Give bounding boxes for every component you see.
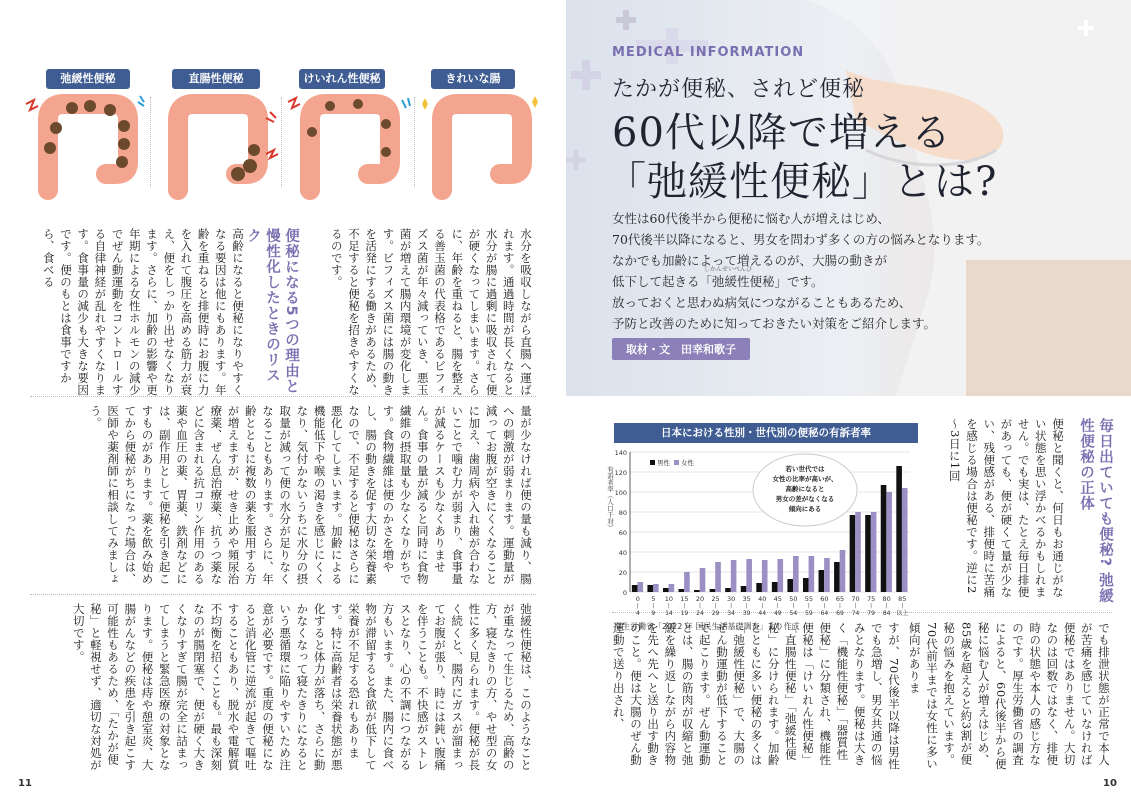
y-tick-label: 40 [618, 549, 627, 557]
ruby-annotation: しかんせいべんぴ [704, 266, 753, 273]
bar-female [715, 562, 721, 592]
bar-female [824, 558, 830, 592]
bar-male [756, 583, 762, 592]
x-tick-label: 4 [635, 610, 640, 617]
chart-title: 日本における性別・世代別の便秘の有訴者率 [614, 423, 918, 443]
bar-female [684, 572, 690, 592]
lead-line: 70代後半以降になると、男女を問わず多くの方の悩みとなります。 [612, 232, 990, 247]
x-tick-label: | [699, 603, 701, 609]
annotation-text: 男女の差がなくなる [775, 495, 835, 503]
page-number: 10 [1103, 778, 1117, 789]
x-tick-label: | [652, 603, 655, 609]
colon-icon [178, 104, 278, 190]
intestine-illustrations [20, 92, 550, 192]
x-tick-label: 60 [820, 595, 829, 603]
x-tick-label: 39 [742, 610, 751, 617]
x-tick-label: 30 [726, 595, 736, 603]
y-tick-label: 60 [618, 529, 627, 537]
x-tick-label: | [839, 603, 841, 609]
x-tick-label: | [683, 603, 686, 609]
body-text: でも排泄状態が正常で本人が苦痛を感じていなければ便秘ではありません。大切なのは回数ではなく、排便時の状態や本人の感じ方なのです。厚生労働省の調査によると、60代後半から便秘に悩む人が増えはじめ、85歳を超えると約3割が便秘の悩みを抱えています。70代前半までは女性に多い傾向がありま [907, 622, 1111, 770]
body-text: 高齢になると便秘になりやすくなる要因は他にもあります。年齢を重ねると排便時にお腹に力を入れて腹圧を高める筋力が衰え、便をしっかり出せなくなります。さらに、加齢の影響や更年期による女性ホルモンの減少でぜん動運動をコントロールする自律神経が乱れやすくなります。食事量の減少も大きな要因です。便のもとは食事ですから、食べる [41, 228, 245, 396]
x-tick-label: 5 [651, 595, 656, 603]
bar-female [855, 512, 861, 592]
bar-female [746, 559, 752, 592]
bar-female [653, 584, 659, 592]
legend-label: 女性 [681, 459, 694, 467]
x-tick-label: | [636, 603, 639, 609]
label-spastic: けいれん性便秘 [299, 69, 385, 89]
headline-main-2: 「弛緩性便秘」とは? [606, 159, 998, 205]
bar-female [840, 550, 846, 592]
x-tick-label: 75 [866, 595, 876, 603]
x-tick-label: 79 [867, 610, 875, 617]
annotation-text: 傾向にある [788, 505, 822, 513]
x-tick-label: | [668, 603, 670, 609]
x-tick-label: | [901, 603, 904, 609]
x-tick-label: 70 [851, 595, 860, 603]
bar-female [637, 582, 643, 592]
y-tick-label: 100 [614, 489, 627, 497]
y-tick-label: 20 [618, 569, 627, 577]
y-axis-label: 有訴者率（人口千対） [606, 466, 614, 531]
x-tick-label: 59 [805, 610, 813, 617]
bar-male [787, 579, 793, 592]
bar-female [700, 568, 706, 592]
bar-female [809, 556, 815, 592]
x-tick-label: 50 [789, 595, 798, 603]
x-tick-label: 19 [680, 610, 689, 617]
x-tick-label: | [714, 603, 717, 609]
divider [150, 97, 152, 187]
y-tick-label: 80 [618, 509, 627, 517]
bar-male [647, 585, 653, 592]
x-tick-label: 74 [851, 610, 860, 617]
x-tick-label: | [854, 603, 857, 609]
lead-paragraph [612, 208, 1012, 334]
x-tick-label: 40 [758, 595, 767, 603]
x-tick-label: 84 [882, 610, 891, 617]
lead-line: 女性は60代後半から便秘に悩む人が増えはじめ、 [612, 211, 890, 226]
x-tick-label: 25 [711, 595, 720, 603]
x-tick-label: 24 [696, 610, 704, 617]
x-tick-label: | [776, 603, 779, 609]
bar-male [819, 570, 825, 592]
x-tick-label: | [745, 603, 748, 609]
body-text: すが、70代後半以降は男性でも急増し、男女共通の悩みとなります。便秘は大きく「機能性便秘」「器質性便秘」に分類され、機能性便秘は「けいれん性便秘」「直腸性便秘」「弛緩性便秘」に分けられます。加齢とともに多い便秘の多くは「弛緩性便秘」で、大腸のぜん動運動が低下することで起こります。ぜん動運動とは、腸の筋肉が収縮と弛緩を繰り返しながら内容物を先へ先へと送り出す動きのこと。便は大腸のぜん動運動で送り出され、 [611, 622, 901, 770]
bar-male [663, 588, 669, 592]
label-atonic: 弛緩性便秘 [46, 69, 130, 89]
x-tick-label: | [730, 603, 732, 609]
x-tick-label: | [761, 603, 764, 609]
body-text: 弛緩性便秘は、このようなことが重なって生じるため、高齢の方、寝たきりの方、やせ型の女性に多く見られます。便秘が長く続くと、腸内にガスが溜まってお腹が張り、時には鈍い腹痛を伴うことも。不快感がストレスとなり、心の不調につながる方もいます。また、腸内に食べ物が滞留すると食欲が低下して栄養が不足する恐れもあります。特に高齢者は栄養状態が悪化すると体力が落ち、さらに動かなくなって寝たきりになるという悪循環に陥りやすいため注意が必要です。重度の便秘になると消化管に逆流が起きて嘔吐することもあり、脱水や電解質不均衡を招くことも。最も深刻なのが腸閉塞で、便が硬く大きくなりすぎて腸が完全に詰まってしまうと緊急医療の対象となります。便秘は痔や憩室炎、大腸がんなどの疾患を引き起こす可能性もあるため、「たかが便秘」と軽視せず、適切な対処が大切です。 [71, 603, 533, 771]
x-tick-label: 15 [680, 595, 689, 603]
divider [414, 97, 416, 187]
x-tick-label: 80 [882, 595, 891, 603]
x-tick-label: | [808, 603, 810, 609]
constipation-rate-chart [600, 446, 918, 618]
x-tick-label: 35 [742, 595, 751, 603]
x-tick-label: 69 [836, 610, 844, 617]
body-text: 量が少なければ便の量も減り、腸への刺激が弱まります。運動量が減ってお腹が空きにくくなることに加え、歯周病や入れ歯が合わないことで噛む力が弱まり、食事量が減るケースも少なくありません。食事の量が減ると同時に食物繊維の摂取量も少なくなりがちです。食物繊維は便のかさを増やし、腸の動きを促す大切な栄養素なので、不足すると便秘はさらに悪化してしまいます。加齢による機能低下や喉の渇きを感じにくくなり、気付かないうちに水分の摂取量が減って便の水分が足りなくなることもあります。さらに、年齢とともに複数の薬を服用する方が増えますが、せき止めや頻尿治療薬、ぜん息治療薬、抗うつ薬などに含まれる抗コリン作用のある薬や血圧の薬、胃薬、鉄剤などには、副作用として便秘を引き起こすものがあります。薬を飲み始めてから便秘がちになった場合は、医師や薬剤師に相談してみましょう。 [88, 405, 533, 585]
legend-swatch-male [650, 460, 655, 465]
lead-line: なかでも加齢によって増えるのが、大腸の動きが [612, 253, 888, 268]
bar-female [902, 488, 908, 592]
chart-source: 厚生労働省「2022 年 国民生活基礎調査」より作成 [614, 622, 800, 631]
body-text: 水分を吸収しながら直腸へ運ばれます。通過時間が長くなると水分が腸に過剰に吸収されて便が硬くなってしまいます。さらに、年齢を重ねると、腸を整える善玉菌の代表格であるビフィズス菌が年々減っていき、悪玉菌が増えて腸内環境が変化します。ビフィズス菌には腸の動きを活発にする働きがあるため、不足すると便秘を招きやすくなるのです。 [329, 228, 533, 396]
bar-male [850, 515, 856, 592]
y-tick-label: 120 [614, 469, 627, 477]
lead-line: 放っておくと思わぬ病気につながることもあるため、 [612, 295, 912, 310]
headline-kicker: たかが便秘、されど便秘 [612, 77, 866, 102]
y-tick-label: 140 [614, 449, 627, 457]
x-tick-label: 9 [651, 610, 656, 617]
y-tick-label: 0 [622, 589, 627, 597]
bar-male [896, 466, 902, 592]
byline: 取材・文 田幸和歌子 [612, 338, 750, 360]
x-tick-label: 10 [664, 595, 674, 603]
label-rectal: 直腸性便秘 [172, 69, 260, 89]
colon-icon [288, 98, 410, 190]
annotation-text: 若い世代では [785, 465, 825, 473]
lead-line: 低下して起きる「弛緩性便秘」です。 [612, 274, 824, 289]
bar-female [886, 492, 892, 592]
bar-male [741, 586, 747, 592]
x-tick-label: | [870, 603, 872, 609]
bar-male [865, 515, 871, 592]
colon-icon [26, 96, 144, 190]
bar-female [731, 560, 737, 592]
section-heading: 毎日出ていても便秘? 弛緩性便秘の正体 [1078, 418, 1113, 604]
x-tick-label: 20 [695, 595, 705, 603]
x-tick-label: 0 [635, 595, 640, 603]
x-tick-label: 54 [789, 610, 798, 617]
label-clean: きれいな腸 [431, 69, 515, 89]
bar-female [793, 556, 799, 592]
bar-male [881, 485, 887, 592]
lead-line: 予防と改善のために知っておきたい対策をご紹介します。 [612, 316, 937, 331]
bar-male [710, 589, 716, 592]
x-tick-label: 65 [835, 595, 845, 603]
x-tick-label: 29 [711, 610, 720, 617]
bar-male [834, 562, 840, 592]
bar-female [777, 559, 783, 592]
divider [281, 97, 283, 187]
headline-main-1: 60代以降で増える [612, 110, 952, 156]
bar-male [725, 588, 731, 592]
bar-male [803, 578, 809, 592]
bar-female [762, 560, 768, 592]
annotation-text: 高齢になると [785, 485, 825, 493]
x-tick-label: 14 [665, 610, 673, 617]
x-tick-label: | [823, 603, 826, 609]
bar-female [871, 512, 877, 592]
legend-swatch-female [674, 460, 679, 465]
bar-female [669, 584, 675, 592]
bar-male [679, 589, 685, 592]
x-tick-label: 64 [820, 610, 829, 617]
x-tick-label: | [885, 603, 888, 609]
body-text: 便秘と聞くと、何日もお通じがない状態を思い浮かべるかもしれません。でも実は、たとえ毎日排便があっても、便が硬くて量が少ない、残便感がある、排便時に苦痛を感じる場合は便秘です。逆に2～3日に1回 [947, 418, 1065, 598]
x-tick-label: 55 [804, 595, 814, 603]
page-number: 11 [18, 778, 32, 789]
section-heading: 便秘になる5つの理由と 慢性化したときのリスク [245, 228, 299, 395]
x-tick-label: 85 [898, 595, 907, 603]
x-tick-label: 以上 [896, 610, 909, 617]
divider [30, 594, 536, 596]
bar-male [772, 582, 778, 592]
legend-label: 男性 [657, 459, 670, 467]
annotation-text: 女性の比率が高いが、 [772, 475, 838, 483]
x-tick-label: 45 [773, 595, 782, 603]
x-tick-label: 44 [758, 610, 767, 617]
divider [30, 396, 536, 398]
bar-male [694, 590, 700, 592]
colon-icon [422, 96, 538, 190]
x-tick-label: | [792, 603, 795, 609]
section-tag: MEDICAL INFORMATION [612, 45, 805, 60]
x-tick-label: 34 [727, 610, 735, 617]
bar-male [632, 585, 638, 592]
x-tick-label: 49 [773, 610, 782, 617]
